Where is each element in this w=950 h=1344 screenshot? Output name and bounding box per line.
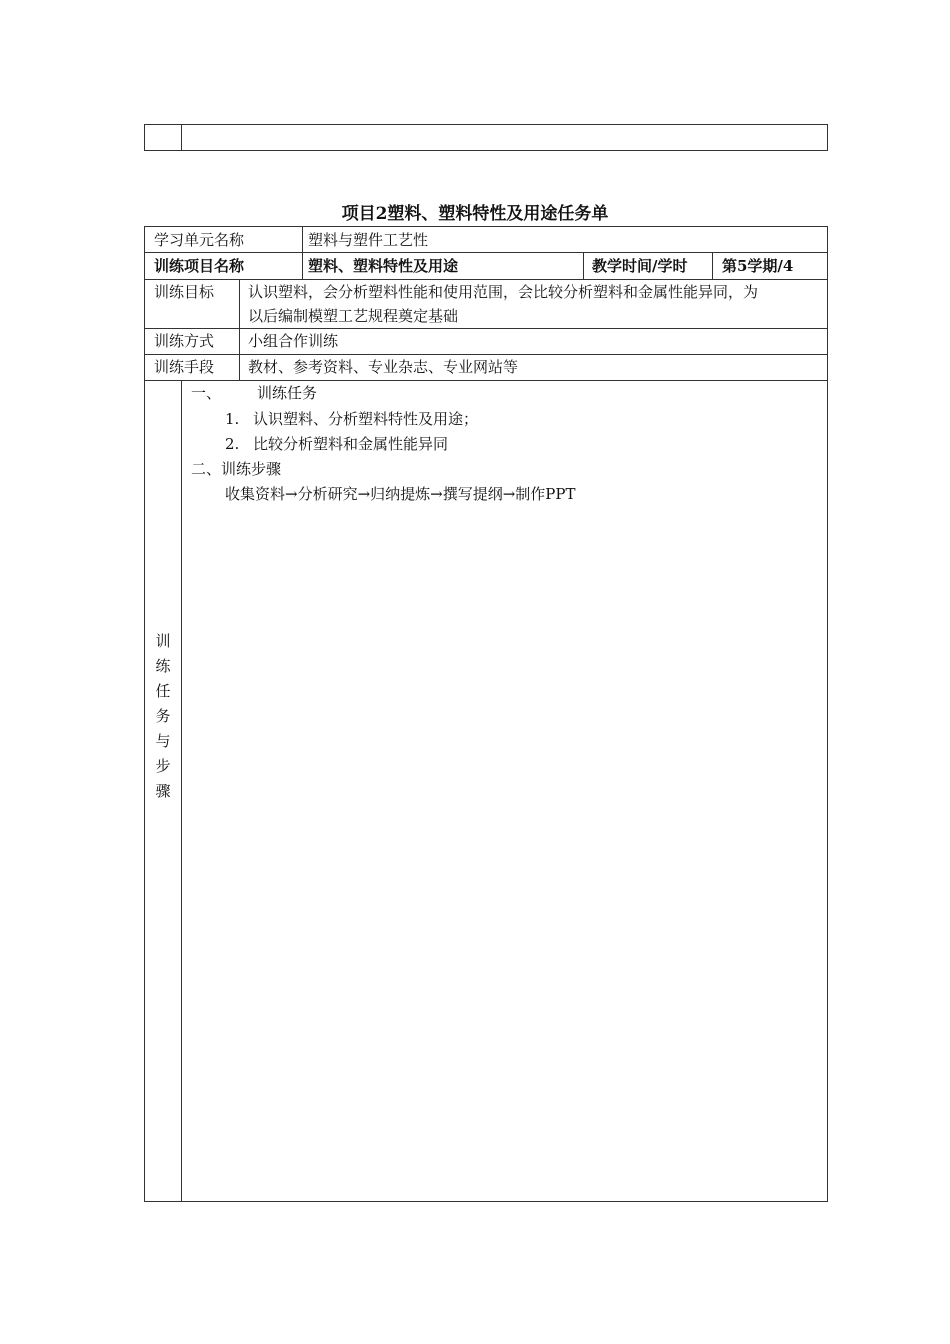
unit-name-label: 学习单元名称 <box>154 231 245 249</box>
side-char: 步 <box>155 757 171 775</box>
side-char: 训 <box>155 632 171 650</box>
side-char: 务 <box>155 707 171 725</box>
training-means-label: 训练手段 <box>154 358 215 376</box>
task-item-2-number: 2. <box>225 435 240 453</box>
training-goal-label: 训练目标 <box>154 283 215 301</box>
heading1-text: 训练任务 <box>257 384 318 402</box>
column-divider <box>181 380 182 1201</box>
training-steps: 收集资料→分析研究→归纳提炼→撰写提纲→制作PPT <box>225 485 576 503</box>
previous-table-fragment <box>144 124 828 151</box>
task-item-1-text: 认识塑料、分析塑料特性及用途； <box>253 410 479 428</box>
training-method-value: 小组合作训练 <box>248 332 339 350</box>
project-name-label: 训练项目名称 <box>154 257 245 275</box>
column-divider <box>302 227 303 279</box>
task-sheet-table <box>144 226 828 1202</box>
row-divider <box>145 252 827 253</box>
training-goal-line2: 以后编制模塑工艺规程奠定基础 <box>248 307 459 325</box>
table-column-divider <box>181 125 182 150</box>
heading2: 二、训练步骤 <box>191 460 282 478</box>
task-item-1-number: 1. <box>225 410 240 428</box>
column-divider <box>712 252 713 279</box>
teaching-time-label: 教学时间/学时 <box>592 257 688 275</box>
heading1-number: 一、 <box>191 384 222 402</box>
column-divider <box>583 252 584 279</box>
teaching-time-value: 第5学期/4 <box>722 257 794 275</box>
row-divider <box>145 380 827 381</box>
unit-name-value: 塑料与塑件工艺性 <box>308 231 429 249</box>
column-divider <box>239 279 240 380</box>
training-means-value: 教材、参考资料、专业杂志、专业网站等 <box>248 358 519 376</box>
side-char: 练 <box>155 657 171 675</box>
tasks-steps-side-label <box>145 629 181 804</box>
side-char: 与 <box>155 732 171 750</box>
training-method-label: 训练方式 <box>154 332 215 350</box>
page-title: 项目2塑料、塑料特性及用途任务单 <box>341 204 609 224</box>
side-char: 任 <box>155 682 171 700</box>
training-goal-line1: 认识塑料，会分析塑料性能和使用范围，会比较分析塑料和金属性能异同，为 <box>248 283 759 301</box>
side-char: 骤 <box>155 782 171 800</box>
task-item-2-text: 比较分析塑料和金属性能异同 <box>253 435 449 453</box>
project-name-value: 塑料、塑料特性及用途 <box>308 257 459 275</box>
